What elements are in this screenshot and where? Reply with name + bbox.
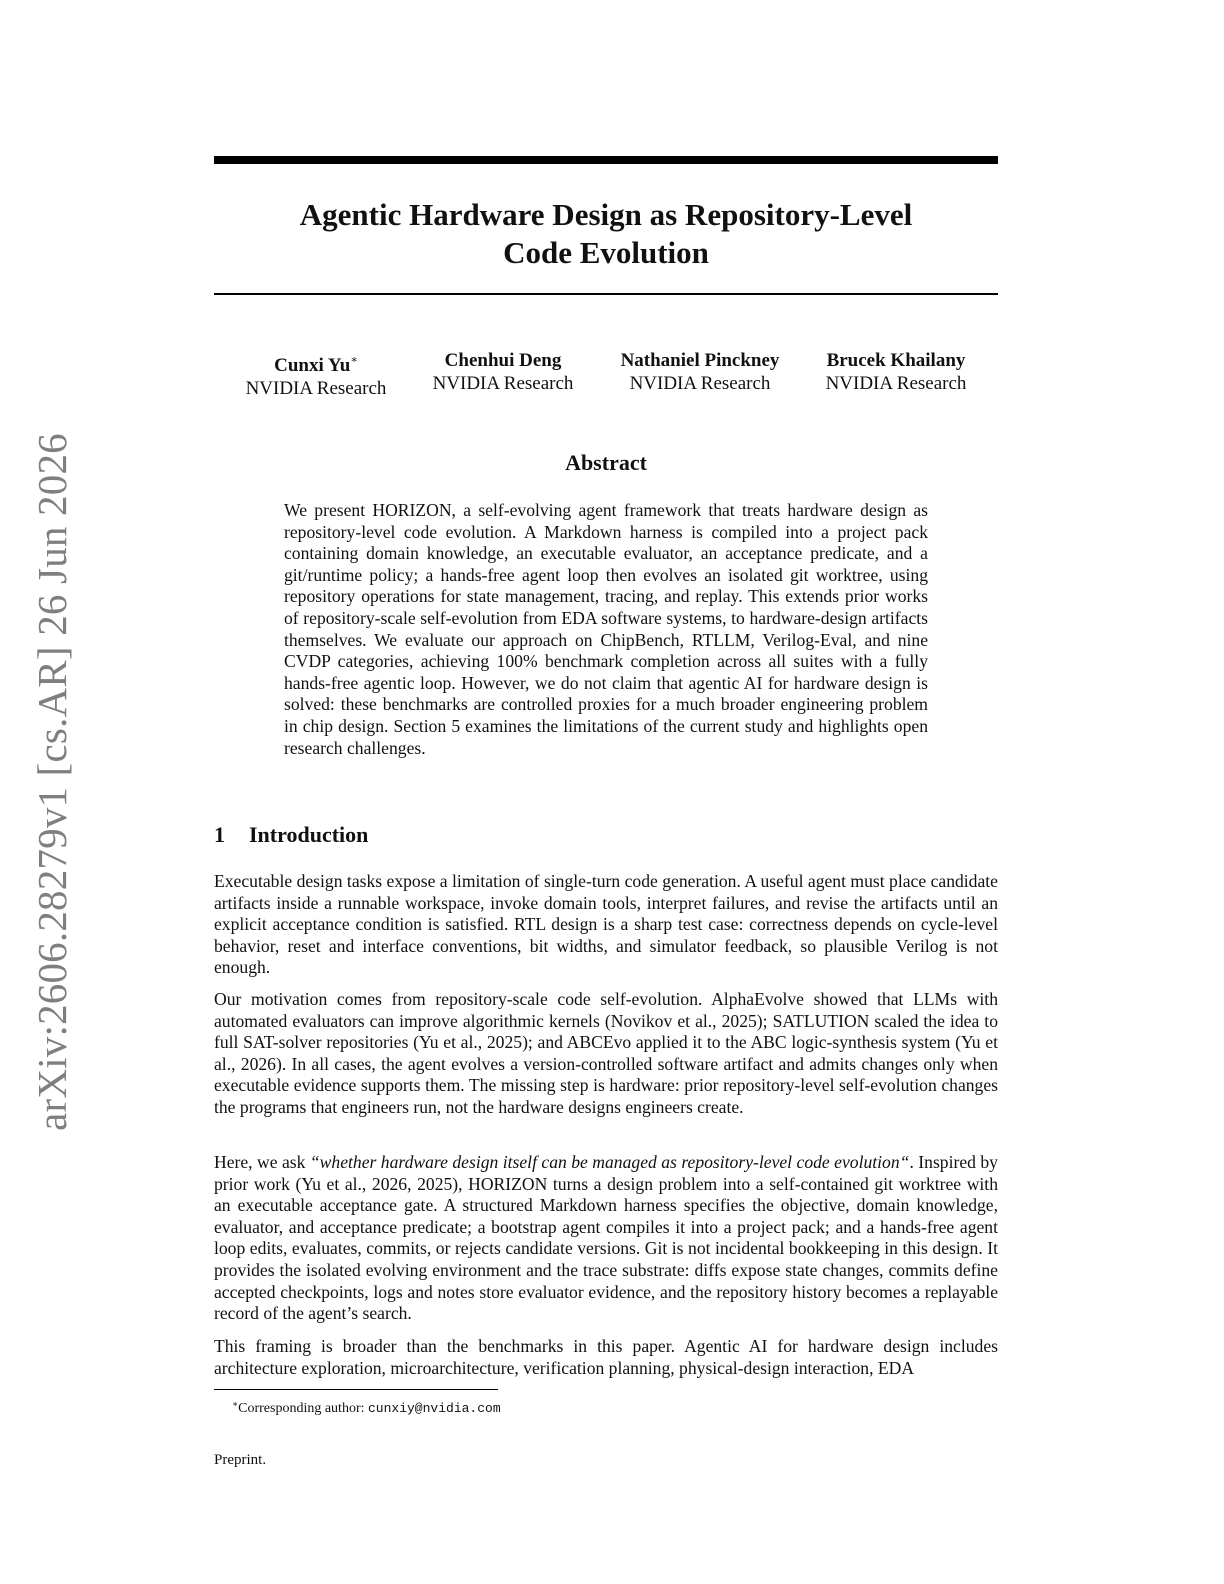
arxiv-identifier: arXiv:2606.28279v1 [cs.AR] 26 Jun 2026 xyxy=(29,433,75,1131)
corresponding-marker: ∗ xyxy=(350,354,358,366)
author-block-2 xyxy=(428,349,578,395)
author-affiliation: NVIDIA Research xyxy=(629,373,771,394)
preprint-label: Preprint. xyxy=(214,1452,267,1468)
title-top-rule xyxy=(214,156,998,164)
author-name-text: Cunxi Yu xyxy=(274,355,351,376)
title-bottom-rule xyxy=(214,293,998,295)
author-name: Chenhui Deng xyxy=(444,350,562,371)
footnote-marker: ∗ xyxy=(232,1399,239,1409)
author-name: Nathaniel Pinckney xyxy=(620,350,780,371)
intro-paragraph-4: This framing is broader than the benchmarks in this paper. Agentic AI for hardware design includes architecture exploration, microarchitecture, verification planning, physical-design interaction, EDA xyxy=(214,1336,998,1378)
abstract-text: We present HORIZON, a self-evolving agent framework that treats hardware design as repository-level code evolution. A Markdown harness is compiled into a project pack containing domain knowledge, an executable evaluator, an acceptance predicate, and a git/runtime policy; a hands-free agent loop then evolves an isolated git worktree, using repository operations for state management, tracing, and replay. This extends prior works of repository-scale self-evolution from EDA software systems, to hardware-design artifacts themselves. We evaluate our approach on ChipBench, RTLLM, Verilog-Eval, and nine CVDP categories, achieving 100% benchmark completion across all suites with a fully hands-free agentic loop. However, we do not claim that agentic AI for hardware design is solved: these benchmarks are controlled proxies for a much broader engineering problem in chip design. Section 5 examines the limitations of the current study and highlights open research challenges. xyxy=(284,500,928,758)
footnote-text: Corresponding author: xyxy=(238,1401,368,1416)
author-affiliation: NVIDIA Research xyxy=(245,378,387,399)
section-number: 1 xyxy=(214,822,225,847)
author-name xyxy=(241,349,391,377)
author-affiliation: NVIDIA Research xyxy=(825,373,967,394)
section-title: Introduction xyxy=(249,822,369,847)
paper-title-line-1: Agentic Hardware Design as Repository-Level xyxy=(299,197,913,232)
author-block-4 xyxy=(820,349,972,395)
intro-paragraph-1: Executable design tasks expose a limitation of single-turn code generation. A useful agent must place candidate artifacts inside a runnable workspace, invoke domain tools, interpret failures, and revise the artifacts until an explicit acceptance condition is satisfied. RTL design is a sharp test case: correctness depends on cycle-level behavior, reset and interface conventions, bit widths, and simulator feedback, so plausible Verilog is not enough. xyxy=(214,871,998,978)
footnote-rule xyxy=(214,1389,498,1390)
section-heading-introduction xyxy=(214,822,368,848)
author-affiliation: NVIDIA Research xyxy=(432,373,574,394)
research-question-quote: “whether hardware design itself can be managed as repository-level code evolution“ xyxy=(309,1152,910,1172)
intro-paragraph-2: Our motivation comes from repository-scale code self-evolution. AlphaEvolve showed that LLMs with automated evaluators can improve algorithmic kernels (Novikov et al., 2025); SATLUTION scaled the idea to full SAT-solver repositories (Yu et al., 2025); and ABCEvo applied it to the ABC logic-synthesis system (Yu et al., 2026). In all cases, the agent evolves a version-controlled software artifact and admits changes only when executable evidence supports them. The missing step is hardware: prior repository-level self-evolution changes the programs that engineers run, not the hardware designs engineers create. xyxy=(214,989,998,1117)
author-block-3 xyxy=(614,349,786,395)
author-block-1 xyxy=(241,349,391,400)
footnote xyxy=(232,1395,501,1418)
paragraph-body: . Inspired by prior work (Yu et al., 2026, 2025), HORIZON turns a design problem into a self-contained git worktree with an executable acceptance gate. A structured Markdown harness specifies the objective, domain knowledge, evaluator, and acceptance predicate; a bootstrap agent compiles it into a project pack; and a hands-free agent loop edits, evaluates, commits, or rejects candidate versions. Git is not incidental bookkeeping in this design. It provides the isolated evolving environment and the trace substrate: diffs expose state changes, commits define accepted checkpoints, logs and notes store evaluator evidence, and the repository history becomes a replayable record of the agent’s search. xyxy=(214,1152,998,1324)
author-email-link[interactable]: cunxiy@nvidia.com xyxy=(368,1401,501,1416)
paper-title-line-2: Code Evolution xyxy=(503,235,709,270)
author-name: Brucek Khailany xyxy=(826,350,966,371)
intro-paragraph-3 xyxy=(214,1152,998,1325)
paper-title xyxy=(214,196,998,272)
paragraph-lead: Here, we ask xyxy=(214,1152,310,1172)
abstract-heading: Abstract xyxy=(565,450,647,475)
